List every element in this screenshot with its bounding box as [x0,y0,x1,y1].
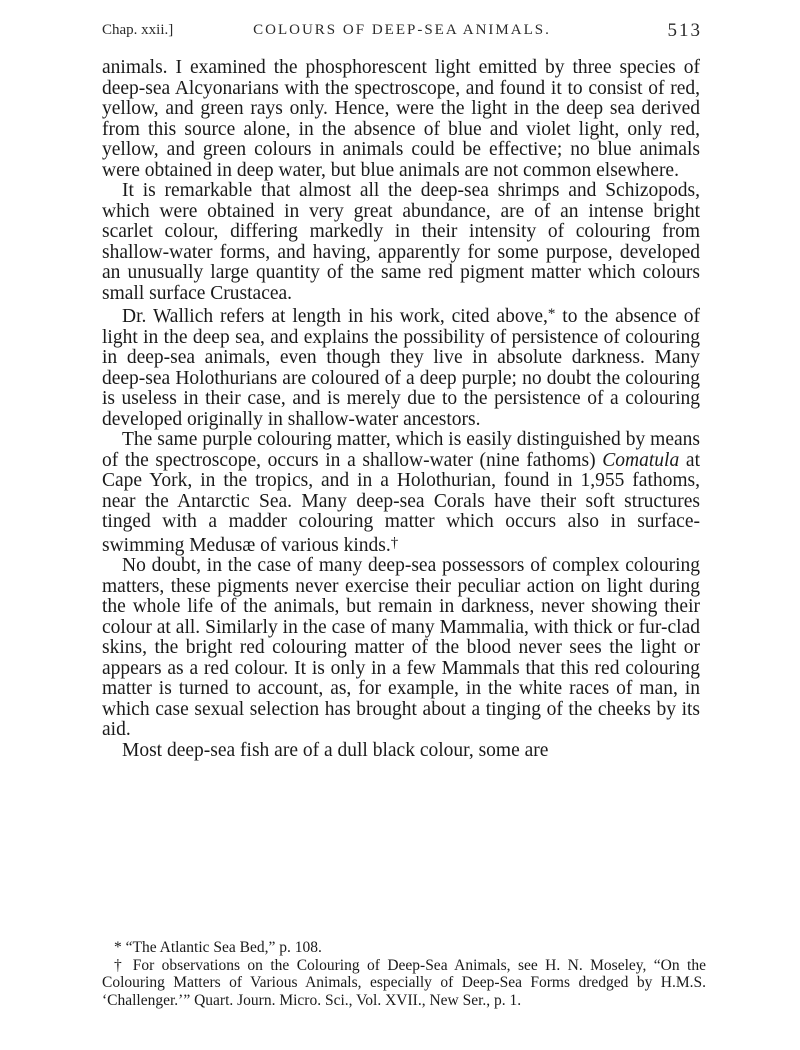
paragraph-text: at Cape York, in the tropics, and in a Holothurian, found in 1,955 fathoms, near the Antarctic Sea. Many deep-sea Corals have their soft structures tinged with a madder colouring matter which occurs also in surface-swimming Medusæ of various kinds. [102,449,700,556]
italic-genus: Comatula [602,449,680,471]
paragraph-text: Dr. Wallich refers at length in his work, cited above, [122,306,548,327]
paragraph [102,304,700,430]
running-header [102,20,702,46]
running-title: COLOURS OF DEEP-SEA ANIMALS. [253,22,551,38]
paragraph: No doubt, in the case of many deep-sea possessors of complex colouring matters, these pigments never exercise their peculiar action on light during the whole life of the animals, but remain in darkness, never showing their colour at all. Similarly in the case of many Mammalia, with thick or fur-clad skins, the bright red colouring matter of the blood never sees the light or appears as a red colour. It is only in a few Mammals that this red colouring matter is turned to account, as, for example, in the white races of man, in which case sexual selection has brought about a tinging of the cheeks by its aid. [102,555,700,740]
paragraph: Most deep-sea fish are of a dull black colour, some are [122,739,549,761]
paragraph: animals. I examined the phosphorescent light emitted by three species of deep-sea Alcyonarians with the spectroscope, and found it to consist of red, yellow, and green rays only. Hence, were the light in the deep sea derived from this source alone, in the absence of blue and violet light, only red, yellow, and green colours in animals could be effective; no blue animals were obtained in deep water, but blue animals are not common elsewhere. [102,57,700,181]
paragraph-text: to the absence of light in the deep sea, and explains the possibility of persistence of colouring in deep-sea animals, even though they live in absolute darkness. Many deep-sea Holothurians are coloured of a deep purple; no doubt the colouring is useless in their case, and is merely due to the persistence of a colouring developed originally in shallow-water ancestors. [102,306,701,430]
footnote: * “The Atlantic Sea Bed,” p. 108. [114,939,322,956]
main-text [102,58,700,761]
footnote-ref-dagger: † [390,534,399,551]
paragraph [102,430,700,556]
footnotes [102,939,706,1009]
paragraph-text: The same purple colouring matter, which is easily distinguished by means of the spectroscope, occurs in a shallow-water (nine fathoms) [102,429,700,471]
chapter-label: Chap. xxii.] [102,22,174,38]
footnote-ref-asterisk: * [547,306,556,322]
paragraph: It is remarkable that almost all the deep-sea shrimps and Schizopods, which were obtained in very great abundance, are of an intense bright scarlet colour, differing markedly in their intensity of colouring from shallow-water forms, and having, apparently for some purpose, developed an unusually large quantity of the same red pigment matter which colours small surface Crustacea. [102,180,700,304]
footnote: † For observations on the Colouring of Deep-Sea Animals, see H. N. Moseley, “On the Colouring Matters of Various Animals, especially of Deep-Sea Forms dredged by H.M.S. ‘Challenger.’” Quart. Journ. Micro. Sci., Vol. XVII., New Ser., p. 1. [102,956,706,1009]
page-number: 513 [667,20,702,41]
